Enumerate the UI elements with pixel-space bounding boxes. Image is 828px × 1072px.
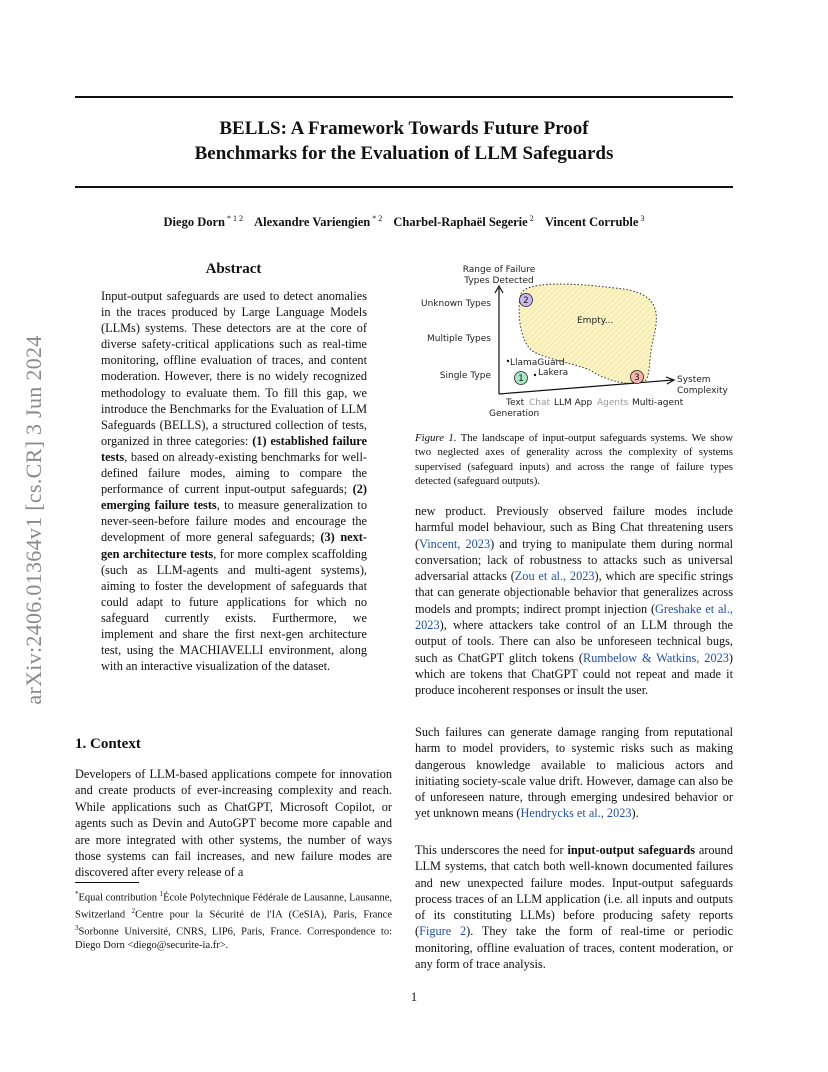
y-axis-title: Range of Failure xyxy=(462,265,536,275)
citation-link[interactable]: Zou et al., 2023 xyxy=(514,569,595,584)
section-heading-context: 1. Context xyxy=(75,736,141,752)
figure-svg xyxy=(415,260,733,425)
figure-caption: Figure 1. The landscape of input-output safeguards systems. We show two neglected axes of generality across the complexity of systems supervised (safeguard inputs) and across the range of failure types detected (safeguard outputs). xyxy=(415,432,733,488)
point-lakera xyxy=(534,374,536,376)
y-axis-title: Types Detected xyxy=(464,276,534,286)
citation-link[interactable]: Rumbelow & Watkins, 2023 xyxy=(583,650,729,665)
point-llamaguard xyxy=(507,360,509,362)
y-tick-label: Unknown Types xyxy=(420,299,491,309)
author: Alexandre Variengien $^{* 2}$ xyxy=(254,214,383,230)
y-tick-label: Multiple Types xyxy=(427,334,491,344)
author-list xyxy=(75,214,733,230)
marker-1-label: 1 xyxy=(518,374,524,384)
x-tick-label: Chat xyxy=(529,398,551,408)
label-llamaguard: LlamaGuard xyxy=(510,358,565,368)
abstract-body: Input-output safeguards are used to detect anomalies in the traces produced by Large Language Models (LLMs) systems. These detectors are at the core of diverse safety-critical applications such as real-time monitoring, offline evaluation of traces, and content moderation. However, there is no widely recognized methodology to evaluate them. To fill this gap, we introduce the Benchmarks for the Evaluation of LLM Safeguards (BELLS), a structured collection of tests, organized in three categories: (1) established failure tests, based on already-existing benchmarks for well-defined failure modes, aiming to compare the performance of current input-output safeguards; (2) emerging failure tests, to measure generalization to never-seen-before failure modes and encourage the development of more general safeguards; (3) next-gen architecture tests, for more complex scaffolding (such as LLM-agents and multi-agent systems), aiming to foster the development of safeguards that could adapt to future applications for which no safeguard currently exists. Furthermore, we implement and share the first next-gen architecture test, using the MACHIAVELLI environment, along with an interactive visualization of the dataset. xyxy=(101,289,367,674)
context-body: Developers of LLM-based applications compete for innovation and create products of ever-increasing complexity and reach. While applications such as ChatGPT, Microsoft Copilot, or agents such as Devin and AutoGPT become more capable and are more integrated with other systems, the number of ways those systems can fail increases, and new failure modes are discovered after every release of a xyxy=(75,767,392,880)
footnote-rule xyxy=(75,882,139,883)
citation-link[interactable]: Hendrycks et al., 2023 xyxy=(520,806,632,821)
body-paragraph: Such failures can generate damage ranging from reputational harm to model providers, to systemic risks such as making dangerous knowledge available to malicious actors and initiating society-scale value drift. However, damage can also be of unforeseen nature, through emerging undesired behavior or yet unknown means (Hendrycks et al., 2023). xyxy=(415,725,733,821)
author: Diego Dorn $^{* 1 2}$ xyxy=(163,214,243,230)
label-lakera: Lakera xyxy=(538,368,569,378)
author: Charbel-Raphaël Segerie $^2$ xyxy=(393,214,534,230)
x-tick-label: Multi-agent xyxy=(632,398,684,408)
x-tick-label: Agents xyxy=(597,398,629,408)
x-axis-title: System xyxy=(677,375,711,385)
abstract-heading: Abstract xyxy=(205,261,262,277)
arxiv-identifier: arXiv:2406.01364v1 [cs.CR] 3 Jun 2024 xyxy=(21,335,46,705)
x-tick-sublabel: Generation xyxy=(489,409,540,419)
x-tick-label: Text xyxy=(506,398,525,408)
title-rule-top xyxy=(75,96,733,98)
footnote: *Equal contribution $^1$École Polytechnique Fédérale de Lausanne, Lausanne, Switzerland $^2$Centre pour la Sécurité de l'IA (CeSIA), Paris, France $^3$Sorbonne Université, CNRS, LIP6, Paris, France. Correspondence to: Diego Dorn <diego@securite-ia.fr>. xyxy=(75,890,392,952)
paper-title xyxy=(75,116,733,166)
body-paragraph: This underscores the need for input-output safeguards around LLM systems, that catch both well-known documented failures and new unexpected failure modes. Input-output safeguards process traces of an LLM application (i.e. all inputs and outputs of its constituting LLMs) before producing safety reports (Figure 2). They take the form of real-time or periodic monitoring, offline evaluation of traces, content moderation, or any form of trace analysis. xyxy=(415,843,733,972)
figure-reference-link[interactable]: Figure 2 xyxy=(419,924,467,939)
x-axis-title: Complexity xyxy=(677,386,728,396)
empty-label: Empty... xyxy=(577,316,614,326)
author: Vincent Corruble $^3$ xyxy=(544,214,645,230)
title-line-2: Benchmarks for the Evaluation of LLM Safeguards xyxy=(194,143,614,164)
page-number: 1 xyxy=(410,990,418,1004)
title-line-1: BELLS: A Framework Towards Future Proof xyxy=(219,118,589,139)
figure-landscape xyxy=(415,260,733,425)
citation-link[interactable]: Greshake et al., 2023 xyxy=(415,601,733,633)
marker-2-label: 2 xyxy=(523,296,529,306)
citation-link[interactable]: Vincent, 2023 xyxy=(419,536,491,551)
marker-3-label: 3 xyxy=(634,373,640,383)
x-tick-label: LLM App xyxy=(554,398,593,408)
title-rule-bottom xyxy=(75,186,733,188)
body-paragraph: new product. Previously observed failure modes include harmful model behaviour, such as Bing Chat threatening users (Vincent, 2023) and trying to manipulate them during normal conversation; lack of robustness to attacks such as universal adversarial attacks (Zou et al., 2023), which are specific strings that can generate objectionable behavior that generalizes across models and prompts; indirect prompt injection (Greshake et al., 2023), where attackers take control of an LLM through the output of tools. There can also be unforeseen technical bugs, such as ChatGPT glitch tokens (Rumbelow & Watkins, 2023) which are tokens that ChatGPT could not repeat and made it produce incoherent responses or insult the user. xyxy=(415,504,733,698)
y-tick-label: Single Type xyxy=(439,371,491,381)
